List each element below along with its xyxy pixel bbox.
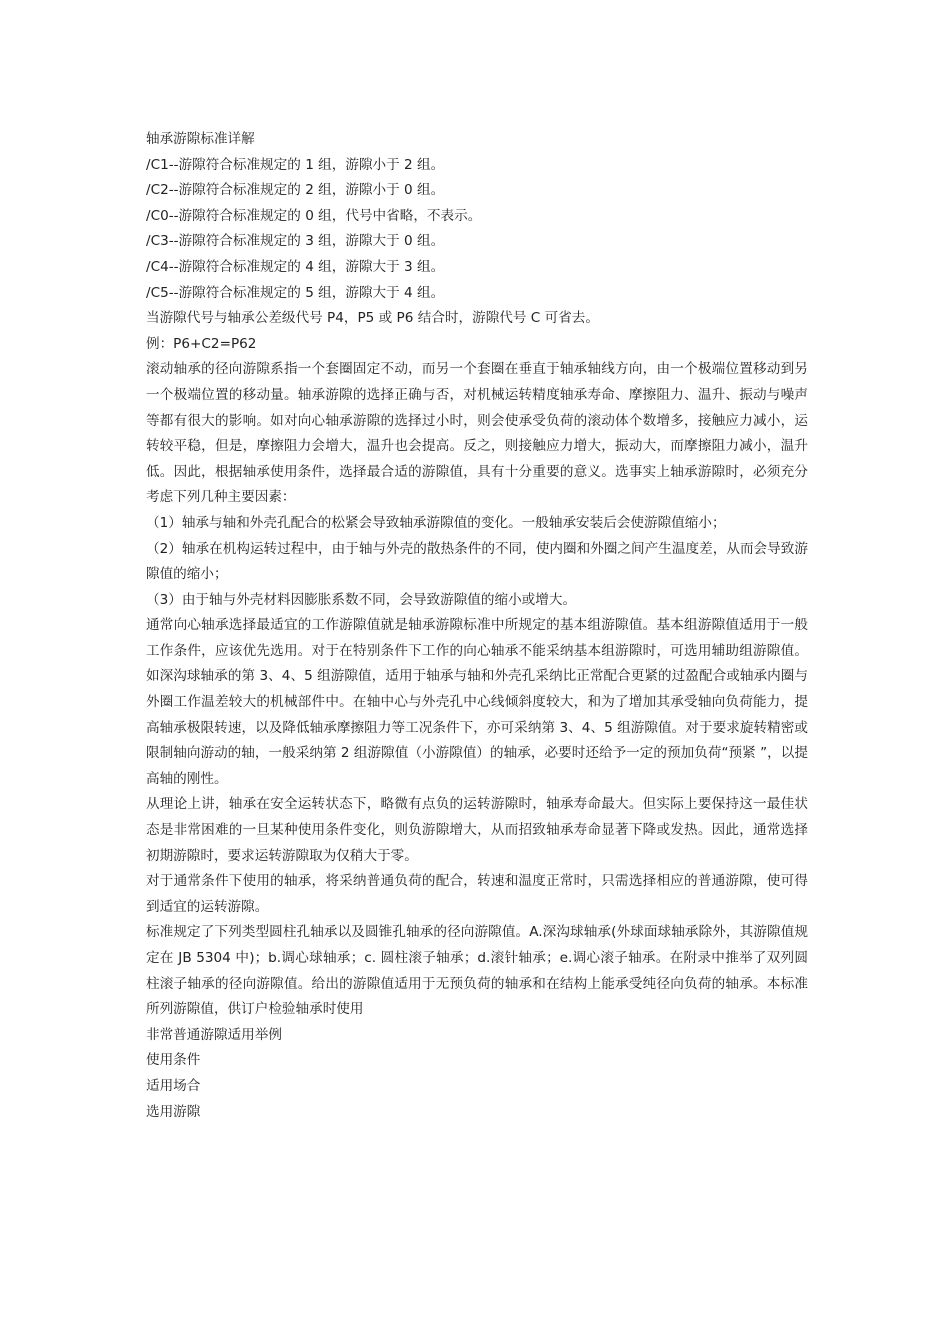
- clearance-code-c0: /C0--游隙符合标准规定的 0 组，代号中省略，不表示。: [146, 207, 482, 224]
- clearance-code-c3: /C3--游隙符合标准规定的 3 组，游隙大于 0 组。: [146, 233, 445, 250]
- code-example: 例：P6+C2=P62: [146, 335, 257, 352]
- clearance-code-c4: /C4--游隙符合标准规定的 4 组，游隙大于 3 组。: [146, 258, 445, 275]
- selection-paragraph: 通常向心轴承选择最适宜的工作游隙值就是轴承游隙标准中所规定的基本组游隙值。基本组游隙值适用于一般工作条件，应该优先选用。对于在特别条件下工作的向心轴承不能采纳基本组游隙时，可选用辅助组游隙值。如深沟球轴承的第 3、4、5 组游隙值，适用于轴承与轴和外壳孔采纳比正常配合更紧的过盈配合或轴承内圈与外圈工作温差较大的机械部件中。在轴中心与外壳孔中心线倾斜度较大，和为了增加其承受轴向负荷能力，提高轴承极限转速，以及降低轴承摩擦阻力等工况条件下，亦可采纳第 3、4、5 组游隙值。对于要求旋转精密或限制轴向游动的轴，一般采纳第 2 组游隙值（小游隙值）的轴承，必要时还给予一定的预加负荷“预紧 ”，以提高轴的刚性。: [146, 617, 808, 787]
- table-header-conditions: 使用条件: [146, 1052, 201, 1069]
- standard-scope-paragraph: 标准规定了下列类型圆柱孔轴承以及圆锥孔轴承的径向游隙值。A.深沟球轴承(外球面球轴承除外，其游隙值规定在 JB 5304 中)；b.调心球轴承；c. 圆柱滚子轴承；d.滚针轴承；e.调心滚子轴承。在附录中推举了双列圆柱滚子轴承的径向游隙值。给出的游隙值适用于无预负荷的轴承和在结构上能承受纯径向负荷的轴承。本标准所列游隙值，供订户检验轴承时使用: [146, 924, 808, 1018]
- table-caption: 非常普通游隙适用举例: [146, 1026, 282, 1043]
- document-title: 轴承游隙标准详解: [146, 131, 255, 147]
- code-combination-note: 当游隙代号与轴承公差级代号 P4，P5 或 P6 结合时，游隙代号 C 可省去。: [146, 310, 599, 327]
- clearance-code-c5: /C5--游隙符合标准规定的 5 组，游隙大于 4 组。: [146, 284, 445, 301]
- normal-conditions-paragraph: 对于通常条件下使用的轴承，将采纳普通负荷的配合，转速和温度正常时，只需选择相应的普通游隙，使可得到适宜的运转游隙。: [146, 873, 808, 915]
- factor-item-1: （1）轴承与轴和外壳孔配合的松紧会导致轴承游隙值的变化。一般轴承安装后会使游隙值缩小；: [146, 514, 726, 531]
- clearance-code-c2: /C2--游隙符合标准规定的 2 组，游隙小于 0 组。: [146, 182, 445, 199]
- table-header-applications: 适用场合: [146, 1077, 201, 1094]
- clearance-code-c1: /C1--游隙符合标准规定的 1 组，游隙小于 2 组。: [146, 156, 445, 173]
- definition-paragraph: 滚动轴承的径向游隙系指一个套圈固定不动，而另一个套圈在垂直于轴承轴线方向，由一个极端位置移动到另一个极端位置的移动量。轴承游隙的选择正确与否，对机械运转精度轴承寿命、摩擦阻力、温升、振动与噪声等都有很大的影响。如对向心轴承游隙的选择过小时，则会使承受负荷的滚动体个数增多，接触应力减小，运转较平稳，但是，摩擦阻力会增大，温升也会提高。反之，则接触应力增大，振动大，而摩擦阻力减小，温升低。因此，根据轴承使用条件，选择最合适的游隙值，具有十分重要的意义。选事实上轴承游隙时，必须充分考虑下列几种主要因素：: [146, 361, 808, 506]
- theory-paragraph: 从理论上讲，轴承在安全运转状态下，略微有点负的运转游隙时，轴承寿命最大。但实际上要保持这一最佳状态是非常困难的一旦某种使用条件变化，则负游隙增大，从而招致轴承寿命显著下降或发热。因此，通常选择初期游隙时，要求运转游隙取为仅稍大于零。: [146, 796, 808, 864]
- factor-item-3: （3）由于轴与外壳材料因膨胀系数不同，会导致游隙值的缩小或增大。: [146, 591, 577, 608]
- factor-item-2: （2）轴承在机构运转过程中，由于轴与外壳的散热条件的不同，使内圈和外圈之间产生温度差，从而会导致游隙值的缩小；: [146, 540, 808, 583]
- table-header-clearance: 选用游隙: [146, 1103, 201, 1120]
- document-page: [146, 127, 808, 1125]
